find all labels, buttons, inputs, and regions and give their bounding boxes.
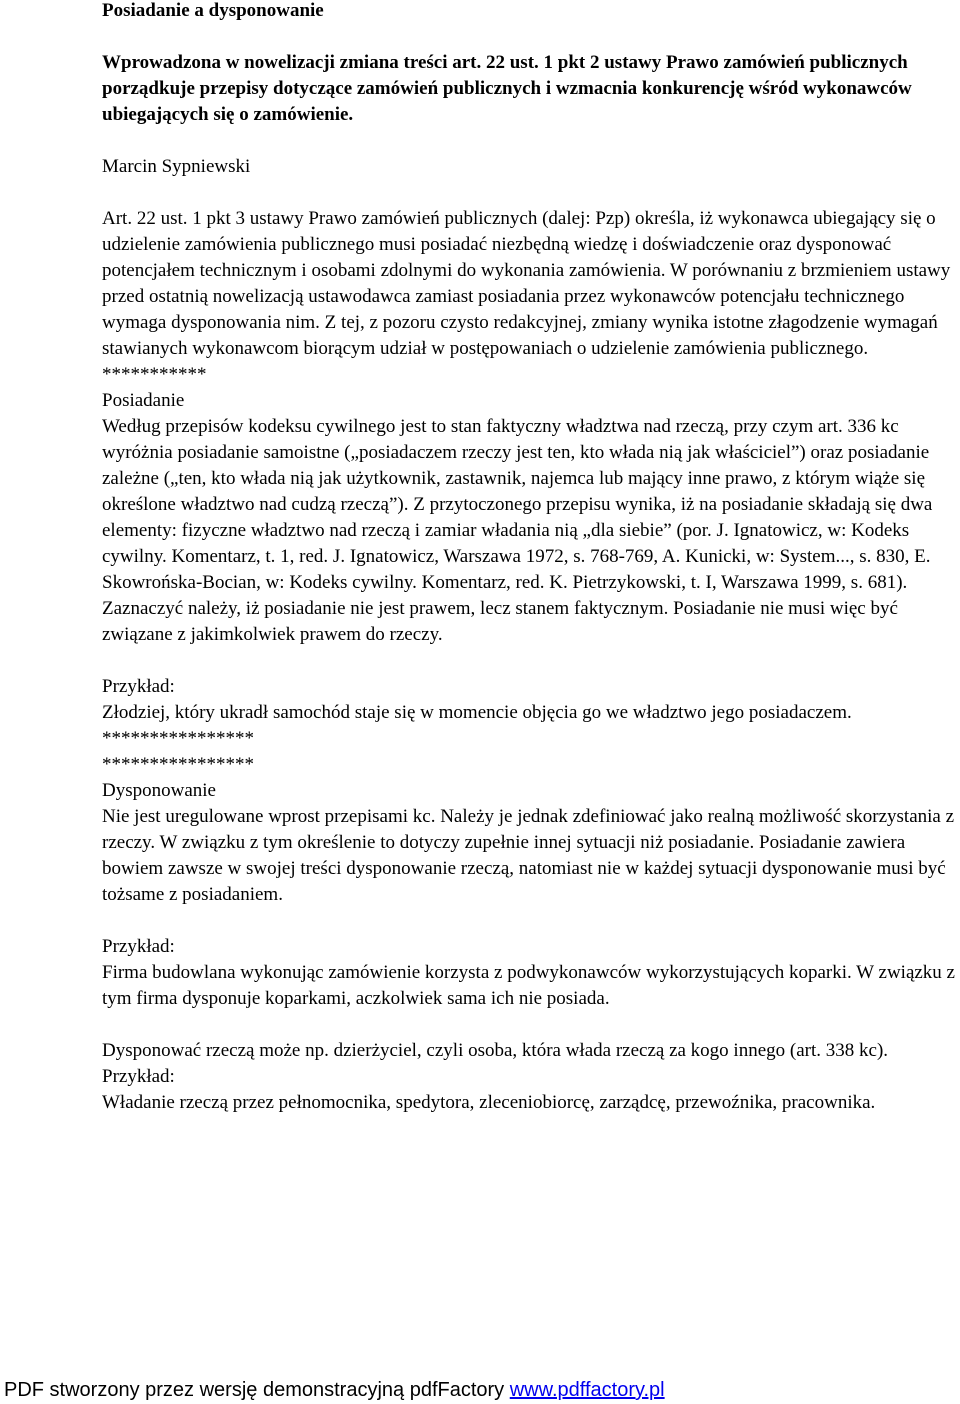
example-label-3: Przykład: (102, 1066, 175, 1087)
spacer (102, 648, 958, 674)
example-label-1: Przykład: (102, 676, 175, 697)
example-text-3: Władanie rzeczą przez pełnomocnika, spedytora, zleceniobiorcę, zarządcę, przewoźnika, pracownika. (102, 1092, 876, 1113)
lead-paragraph: Wprowadzona w nowelizacji zmiana treści art. 22 ust. 1 pkt 2 ustawy Prawo zamówień publicznych porządkuje przepisy dotyczące zamówień publicznych i wzmacnia konkurencję wśród wykonawców ubiegających się o zamówienie. (102, 52, 912, 125)
separator-stars-2: **************** (102, 728, 254, 749)
document-page (102, 0, 958, 1116)
author-name: Marcin Sypniewski (102, 156, 251, 177)
footer-text: PDF stworzony przez wersję demonstracyjną pdfFactory (4, 1379, 510, 1401)
separator-stars-1: *********** (102, 364, 207, 385)
footer-link[interactable]: www.pdffactory.pl (509, 1379, 665, 1401)
spacer (102, 1012, 958, 1038)
body-paragraph-4: Nie jest uregulowane wprost przepisami kc. Należy je jednak zdefiniować jako realną możliwość skorzystania z rzeczy. W związku z tym określenie to dotyczy zupełnie innej sytuacji niż posiadanie. Posiadanie zawiera bowiem zawsze w swojej treści dysponowanie rzeczą, natomiast nie w każdej sytuacji dysponowanie musi być tożsame z posiadaniem. (102, 806, 955, 905)
body-paragraph-3: Zaznaczyć należy, iż posiadanie nie jest prawem, lecz stanem faktycznym. Posiadanie nie musi więc być związane z jakimkolwiek prawem do rzeczy. (102, 598, 898, 645)
separator-stars-3: **************** (102, 754, 254, 775)
document-title: Posiadanie a dysponowanie (102, 0, 324, 21)
section-heading-dysponowanie: Dysponowanie (102, 780, 216, 801)
body-paragraph-2: Według przepisów kodeksu cywilnego jest to stan faktyczny władztwa nad rzeczą, przy czym art. 336 kc wyróżnia posiadanie samoistne („posiadaczem rzeczy jest ten, kto włada nią jak właściciel”) oraz posiadanie zależne („ten, kto włada nią jak użytkownik, zastawnik, najemca lub mający inne prawo, z którym wiąże się określone władztwo nad cudzą rzeczą”). Z przytoczonego przepisu wynika, iż na posiadanie składają się dwa elementy: fizyczne władztwo nad rzeczą i zamiar władania nią „dla siebie” (por. J. Ignatowicz, w: Kodeks cywilny. Komentarz, t. 1, red. J. Ignatowicz, Warszawa 1972, s. 768-769, A. Kunicki, w: System..., s. 830, E. Skowrońska-Bocian, w: Kodeks cywilny. Komentarz, red. K. Pietrzykowski, t. I, Warszawa 1999, s. 681). (102, 416, 933, 593)
pdf-footer (4, 1377, 665, 1403)
example-text-1: Złodziej, który ukradł samochód staje się w momencie objęcia go we władztwo jego posiadaczem. (102, 702, 852, 723)
body-paragraph-1: Art. 22 ust. 1 pkt 3 ustawy Prawo zamówień publicznych (dalej: Pzp) określa, iż wykonawca ubiegający się o udzielenie zamówienia publicznego musi posiadać niezbędną wiedzę i doświadczenie oraz dysponować potencjałem technicznym i osobami zdolnymi do wykonania zamówienia. W porównaniu z brzmieniem ustawy przed ostatnią nowelizacją ustawodawca zamiast posiadania przez wykonawców potencjału technicznego wymaga dysponowania nim. Z tej, z pozoru czysto redakcyjnej, zmiany wynika istotne złagodzenie wymagań stawianych wykonawcom biorącym udział w postępowaniach o udzielenie zamówienia publicznego. (102, 208, 951, 359)
spacer (102, 908, 958, 934)
example-text-2: Firma budowlana wykonując zamówienie korzysta z podwykonawców wykorzystujących koparki. W związku z tym firma dysponuje koparkami, aczkolwiek sama ich nie posiada. (102, 962, 955, 1009)
example-label-2: Przykład: (102, 936, 175, 957)
section-heading-posiadanie: Posiadanie (102, 390, 185, 411)
body-paragraph-5: Dysponować rzeczą może np. dzierżyciel, czyli osoba, która włada rzeczą za kogo innego (art. 338 kc). (102, 1040, 889, 1061)
